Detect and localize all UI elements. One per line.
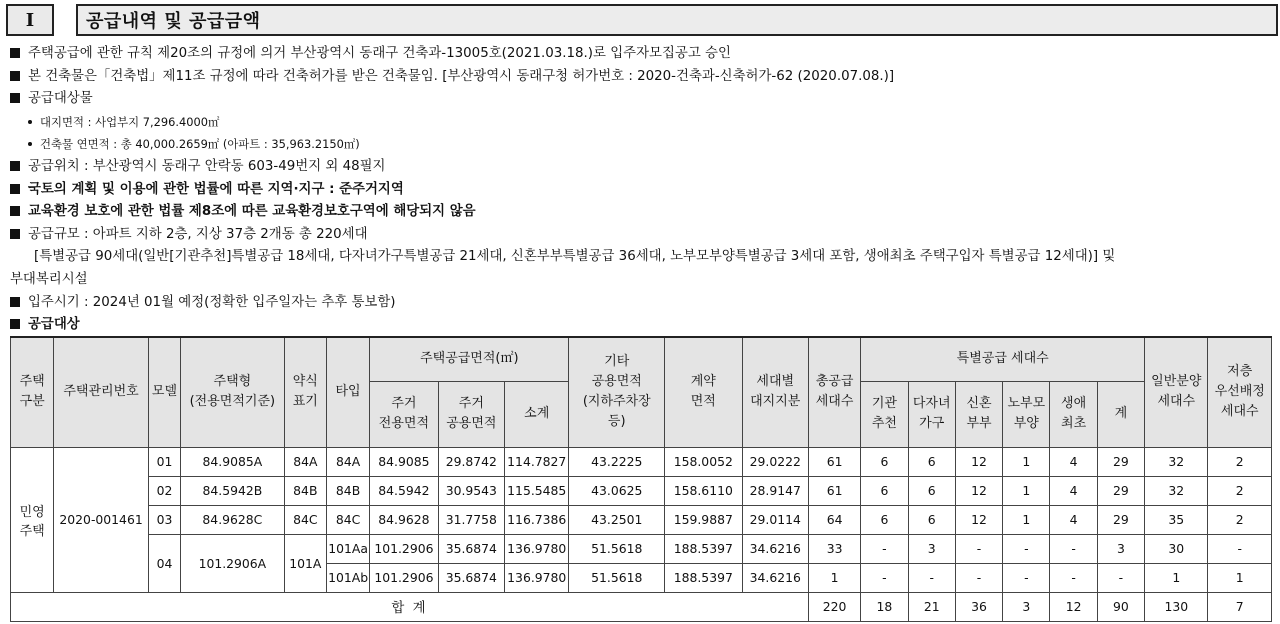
col-contract-area: 계약 면적: [665, 337, 742, 447]
cell-other-common: 43.2225: [569, 447, 665, 476]
cell-newlywed: 36: [955, 592, 1002, 621]
cell-special-total: 29: [1097, 505, 1144, 534]
cell-other-common: 43.0625: [569, 476, 665, 505]
cell-elderly: -: [1003, 563, 1050, 592]
cell-priority: 7: [1208, 592, 1272, 621]
cell-first-time: -: [1050, 563, 1097, 592]
cell-exclusive-area: 101.2906: [370, 534, 438, 563]
col-priority: 저층 우선배정 세대수: [1208, 337, 1272, 447]
cell-first-time: 12: [1050, 592, 1097, 621]
cell-elderly: 1: [1003, 447, 1050, 476]
notice-special-supply: [특별공급 90세대(일반[기관추천]특별공급 18세대, 다자녀가구특별공급 21세대, 신혼부부특별공급 36세대, 노부모부양특별공급 3세대 포함, 생애최초 주택구입자 특별공급 12세대)] 및: [34, 249, 1116, 265]
cell-special-total: 29: [1097, 447, 1144, 476]
notice-scale: 공급규모 : 아파트 지하 2층, 지상 37층 2개동 총 220세대: [10, 224, 1278, 247]
notice-education-zone: 교육환경 보호에 관한 법률 제8조에 따른 교육환경보호구역에 해당되지 않음: [10, 201, 1278, 224]
cell-newlywed: 12: [955, 505, 1002, 534]
col-type: 타입: [326, 337, 369, 447]
cell-institution: -: [861, 563, 908, 592]
cell-general: 130: [1145, 592, 1208, 621]
notice-zoning: 국토의 계획 및 이용에 관한 법률에 따른 지역·지구 : 준주거지역: [10, 179, 1278, 202]
cell-short-type: 101A: [284, 534, 326, 592]
cell-land-share: 28.9147: [742, 476, 808, 505]
cell-house-type: 84.9628C: [181, 505, 285, 534]
cell-special-total: 90: [1097, 592, 1144, 621]
square-bullet-icon: [10, 206, 20, 216]
cell-priority: 2: [1208, 476, 1272, 505]
section-title: 공급내역 및 공급금액: [76, 4, 1278, 36]
cell-general: 30: [1145, 534, 1208, 563]
cell-house-type: 101.2906A: [181, 534, 285, 592]
cell-land-share: 29.0222: [742, 447, 808, 476]
cell-type: 101Ab: [326, 563, 369, 592]
col-house-category: 주택 구분: [11, 337, 54, 447]
table-row: [11, 505, 1272, 534]
cell-total-supply: 1: [808, 563, 860, 592]
cell-exclusive-area: 84.5942: [370, 476, 438, 505]
cell-total-supply: 64: [808, 505, 860, 534]
notice-floor-area: 건축물 연면적 : 총 40,000.2659㎡ (아파트 : 35,963.2150㎡): [10, 133, 1278, 156]
cell-priority: 2: [1208, 447, 1272, 476]
cell-land-share: 34.6216: [742, 563, 808, 592]
cell-elderly: 3: [1003, 592, 1050, 621]
col-short-type: 약식 표기: [284, 337, 326, 447]
square-bullet-icon: [10, 71, 20, 81]
cell-elderly: 1: [1003, 476, 1050, 505]
cell-house-type: 84.5942B: [181, 476, 285, 505]
col-institution: 기관 추천: [861, 381, 908, 447]
cell-special-total: 29: [1097, 476, 1144, 505]
cell-exclusive-area: 84.9628: [370, 505, 438, 534]
cell-total-supply: 61: [808, 476, 860, 505]
cell-general: 35: [1145, 505, 1208, 534]
col-first-time: 생애 최초: [1050, 381, 1097, 447]
table-total-row: [11, 592, 1272, 621]
cell-contract-area: 158.6110: [665, 476, 742, 505]
col-house-type: 주택형 (전용면적기준): [181, 337, 285, 447]
cell-land-share: 34.6216: [742, 534, 808, 563]
square-bullet-icon: [10, 319, 20, 329]
cell-subtotal: 136.9780: [505, 563, 569, 592]
col-elderly: 노부모 부양: [1003, 381, 1050, 447]
square-bullet-icon: [10, 229, 20, 239]
table-row: [11, 447, 1272, 476]
cell-multi-child: -: [908, 563, 955, 592]
cell-type: 84B: [326, 476, 369, 505]
cell-common-area: 35.6874: [438, 563, 504, 592]
cell-total-supply: 33: [808, 534, 860, 563]
cell-multi-child: 6: [908, 505, 955, 534]
square-bullet-icon: [10, 93, 20, 103]
cell-special-total: 3: [1097, 534, 1144, 563]
col-special-supply: 특별공급 세대수: [861, 337, 1145, 381]
square-bullet-icon: [10, 161, 20, 171]
col-total-supply: 총공급 세대수: [808, 337, 860, 447]
cell-newlywed: 12: [955, 476, 1002, 505]
cell-contract-area: 188.5397: [665, 534, 742, 563]
cell-special-total: -: [1097, 563, 1144, 592]
cell-common-area: 29.8742: [438, 447, 504, 476]
cell-total-label: 합 계: [11, 592, 809, 621]
cell-contract-area: 159.9887: [665, 505, 742, 534]
cell-exclusive-area: 101.2906: [370, 563, 438, 592]
cell-institution: -: [861, 534, 908, 563]
notice-list: [10, 43, 1278, 337]
col-newlywed: 신혼 부부: [955, 381, 1002, 447]
cell-type: 84C: [326, 505, 369, 534]
cell-institution: 6: [861, 476, 908, 505]
notice-supply-target: 공급대상물: [10, 88, 1278, 111]
cell-multi-child: 21: [908, 592, 955, 621]
cell-general: 32: [1145, 476, 1208, 505]
col-subtotal: 소계: [505, 381, 569, 447]
cell-model: 04: [148, 534, 180, 592]
cell-subtotal: 114.7827: [505, 447, 569, 476]
cell-newlywed: 12: [955, 447, 1002, 476]
cell-institution: 18: [861, 592, 908, 621]
cell-newlywed: -: [955, 534, 1002, 563]
section-header: [6, 4, 1278, 36]
cell-short-type: 84A: [284, 447, 326, 476]
cell-institution: 6: [861, 447, 908, 476]
cell-type: 101Aa: [326, 534, 369, 563]
cell-priority: 2: [1208, 505, 1272, 534]
col-special-total: 계: [1097, 381, 1144, 447]
dot-bullet-icon: [28, 120, 32, 124]
cell-model: 03: [148, 505, 180, 534]
cell-exclusive-area: 84.9085: [370, 447, 438, 476]
col-other-common: 기타 공용면적 (지하주차장 등): [569, 337, 665, 447]
cell-common-area: 31.7758: [438, 505, 504, 534]
cell-general: 32: [1145, 447, 1208, 476]
cell-house-type: 84.9085A: [181, 447, 285, 476]
square-bullet-icon: [10, 48, 20, 58]
square-bullet-icon: [10, 297, 20, 307]
notice-land-area: 대지면적 : 사업부지 7,296.4000㎡: [10, 111, 1278, 134]
notice-facilities: 부대복리시설: [10, 271, 88, 287]
table-row: [11, 534, 1272, 563]
cell-land-share: 29.0114: [742, 505, 808, 534]
cell-institution: 6: [861, 505, 908, 534]
cell-other-common: 51.5618: [569, 563, 665, 592]
cell-short-type: 84B: [284, 476, 326, 505]
cell-short-type: 84C: [284, 505, 326, 534]
cell-contract-area: 158.0052: [665, 447, 742, 476]
cell-category: 민영 주택: [11, 447, 54, 592]
cell-first-time: 4: [1050, 505, 1097, 534]
col-common-area: 주거 공용면적: [438, 381, 504, 447]
section-number: I: [6, 4, 54, 36]
cell-first-time: 4: [1050, 447, 1097, 476]
cell-priority: 1: [1208, 563, 1272, 592]
notice-building-permit: 본 건축물은「건축법」제11조 규정에 따라 건축허가를 받은 건축물임. [부산광역시 동래구청 허가번호 : 2020-건축과-신축허가-62 (2020.07.08.)]: [10, 66, 1278, 89]
notice-approval: 주택공급에 관한 규칙 제20조의 규정에 의거 부산광역시 동래구 건축과-13005호(2021.03.18.)로 입주자모집공고 승인: [10, 43, 1278, 66]
cell-common-area: 30.9543: [438, 476, 504, 505]
col-land-share: 세대별 대지지분: [742, 337, 808, 447]
cell-other-common: 51.5618: [569, 534, 665, 563]
notice-move-in: 입주시기 : 2024년 01월 예정(정확한 입주일자는 추후 통보함): [10, 292, 1278, 315]
cell-multi-child: 6: [908, 447, 955, 476]
dot-bullet-icon: [28, 142, 32, 146]
cell-mgmt-no: 2020-001461: [54, 447, 149, 592]
cell-model: 01: [148, 447, 180, 476]
cell-type: 84A: [326, 447, 369, 476]
cell-subtotal: 115.5485: [505, 476, 569, 505]
cell-multi-child: 6: [908, 476, 955, 505]
table-row: [11, 476, 1272, 505]
cell-model: 02: [148, 476, 180, 505]
col-general: 일반분양 세대수: [1145, 337, 1208, 447]
cell-total-supply: 61: [808, 447, 860, 476]
supply-table: [10, 336, 1272, 622]
cell-multi-child: 3: [908, 534, 955, 563]
square-bullet-icon: [10, 184, 20, 194]
col-model: 모델: [148, 337, 180, 447]
cell-priority: -: [1208, 534, 1272, 563]
cell-first-time: 4: [1050, 476, 1097, 505]
cell-subtotal: 136.9780: [505, 534, 569, 563]
notice-location: 공급위치 : 부산광역시 동래구 안락동 603-49번지 외 48필지: [10, 156, 1278, 179]
col-multi-child: 다자녀 가구: [908, 381, 955, 447]
notice-supply-table-title: 공급대상: [10, 314, 1278, 337]
cell-contract-area: 188.5397: [665, 563, 742, 592]
col-mgmt-no: 주택관리번호: [54, 337, 149, 447]
cell-subtotal: 116.7386: [505, 505, 569, 534]
cell-newlywed: -: [955, 563, 1002, 592]
cell-total-supply: 220: [808, 592, 860, 621]
col-supply-area: 주택공급면적(㎡): [370, 337, 569, 381]
cell-other-common: 43.2501: [569, 505, 665, 534]
cell-general: 1: [1145, 563, 1208, 592]
cell-common-area: 35.6874: [438, 534, 504, 563]
cell-elderly: 1: [1003, 505, 1050, 534]
cell-first-time: -: [1050, 534, 1097, 563]
col-exclusive-area: 주거 전용면적: [370, 381, 438, 447]
cell-elderly: -: [1003, 534, 1050, 563]
